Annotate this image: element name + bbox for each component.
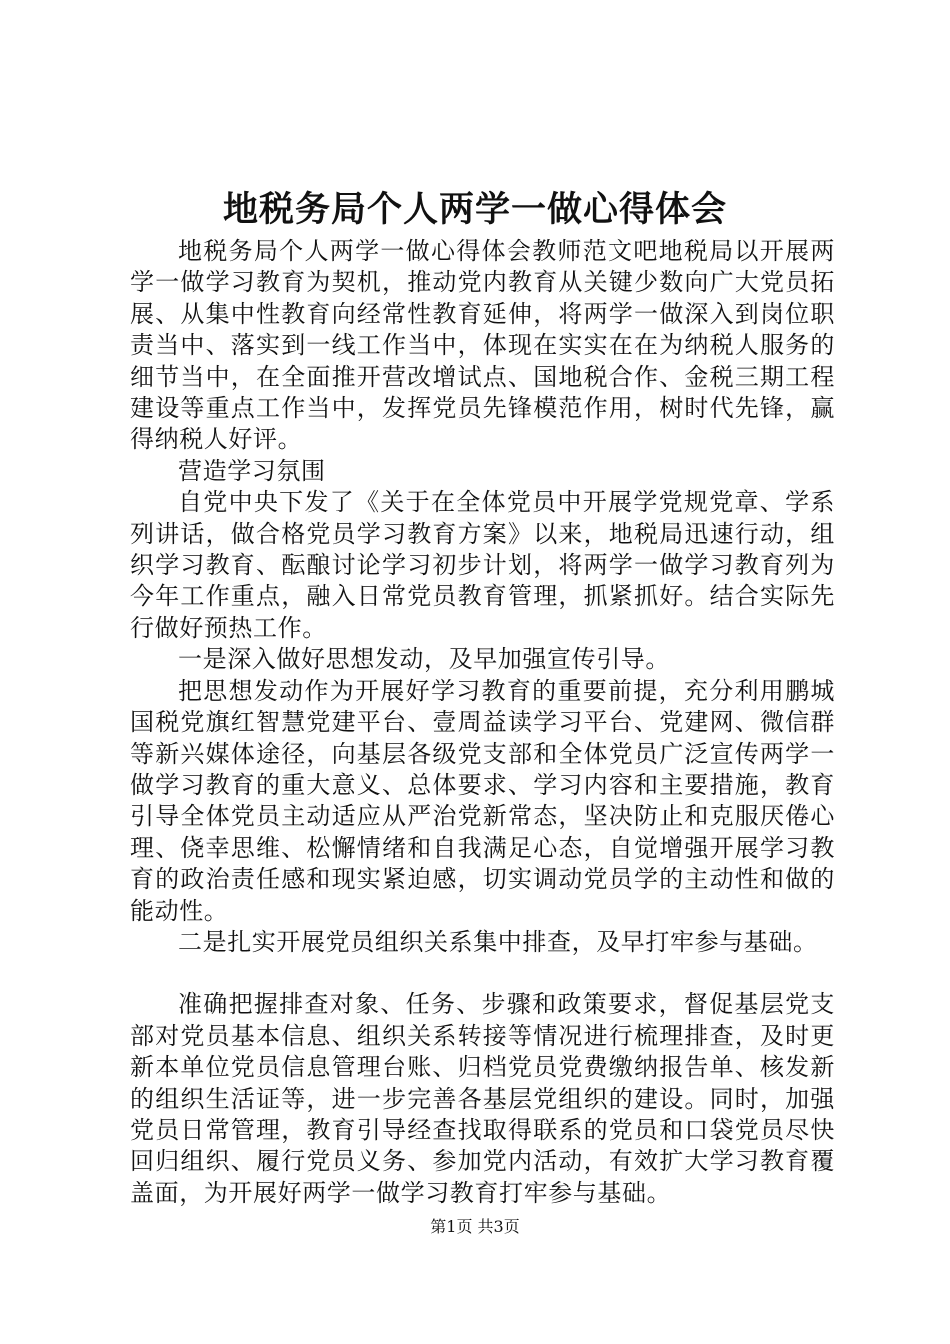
- paragraph: 自党中央下发了《关于在全体党员中开展学党规党章、学系列讲话，做合格党员学习教育方案》以来，地税局迅速行动，组织学习教育、酝酿讨论学习初步计划，将两学一做学习教育列为今年工作重点，融入日常党员教育管理，抓紧抓好。结合实际先行做好预热工作。: [130, 488, 835, 642]
- paragraph-intro: 地税务局个人两学一做心得体会教师范文吧地税局以开展两学一做学习教育为契机，推动党内教育从关键少数向广大党员拓展、从集中性教育向经常性教育延伸，将两学一做深入到岗位职责当中、落实到一线工作当中，体现在实实在在为纳税人服务的细节当中，在全面推开营改增试点、国地税合作、金税三期工程建设等重点工作当中，发挥党员先锋模范作用，树时代先锋，赢得纳税人好评。: [130, 237, 835, 454]
- subheading: 二是扎实开展党员组织关系集中排查，及早打牢参与基础。: [178, 927, 818, 956]
- document-body: [130, 236, 835, 1209]
- blank-line: [130, 958, 835, 989]
- paragraph: 把思想发动作为开展好学习教育的重要前提，充分利用鹏城国税党旗红智慧党建平台、壹周益读学习平台、党建网、微信群等新兴媒体途径，向基层各级党支部和全体党员广泛宣传两学一做学习教育的重大意义、总体要求、学习内容和主要措施，教育引导全体党员主动适应从严治党新常态，坚决防止和克服厌倦心理、侥幸思维、松懈情绪和自我满足心态，自觉增强开展学习教育的政治责任感和现实紧迫感，切实调动党员学的主动性和做的能动性。: [130, 676, 835, 925]
- section-heading: 营造学习氛围: [178, 456, 326, 485]
- paragraph: 准确把握排查对象、任务、步骤和政策要求，督促基层党支部对党员基本信息、组织关系转接等情况进行梳理排查，及时更新本单位党员信息管理台账、归档党员党费缴纳报告单、核发新的组织生活证等，进一步完善各基层党组织的建设。同时，加强党员日常管理，教育引导经查找取得联系的党员和口袋党员尽快回归组织、履行党员义务、参加党内活动，有效扩大学习教育覆盖面，为开展好两学一做学习教育打牢参与基础。: [130, 990, 835, 1207]
- subheading: 一是深入做好思想发动，及早加强宣传引导。: [178, 645, 670, 674]
- document-title: 地税务局个人两学一做心得体会: [222, 189, 727, 230]
- page-footer: 第1页 共3页: [430, 1217, 520, 1236]
